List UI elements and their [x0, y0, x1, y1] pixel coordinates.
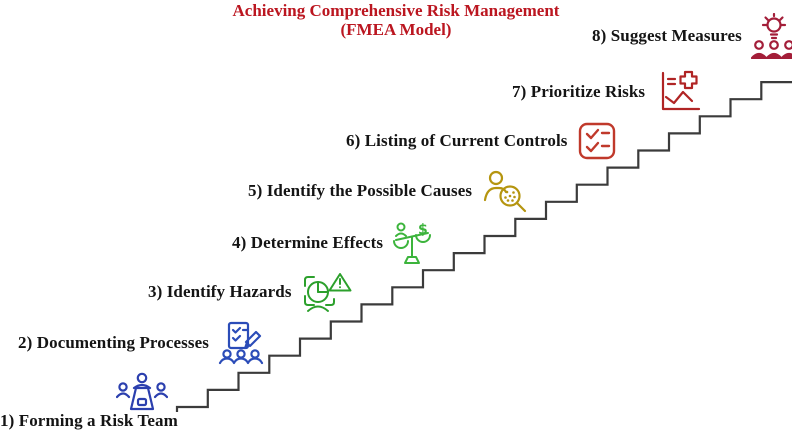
step-7-label: 7) Prioritize Risks — [512, 82, 646, 101]
document-edit-icon — [218, 321, 264, 365]
step-8 — [592, 13, 792, 59]
idea-team-icon — [751, 13, 792, 59]
step-6-label: 6) Listing of Current Controls — [346, 131, 568, 150]
step-1-label: 1) Forming a Risk Team — [0, 411, 178, 430]
step-4 — [232, 220, 432, 266]
step-3-label: 3) Identify Hazards — [148, 282, 292, 301]
svg-text:$: $ — [418, 222, 428, 238]
impact-scale-icon — [392, 220, 432, 266]
step-3 — [148, 271, 353, 313]
cause-search-icon — [481, 169, 529, 213]
step-5 — [248, 169, 529, 213]
step-4-label: 4) Determine Effects — [232, 233, 384, 252]
risk-chart-icon — [654, 67, 702, 117]
title-line-2: (FMEA Model) — [340, 20, 452, 39]
hazard-scan-icon — [301, 271, 353, 313]
team-meeting-icon — [116, 372, 168, 412]
step-2-label: 2) Documenting Processes — [18, 333, 209, 352]
checklist-icon — [577, 121, 617, 161]
step-8-label: 8) Suggest Measures — [592, 26, 742, 45]
title-line-1: Achieving Comprehensive Risk Management — [232, 1, 560, 20]
step-1 — [116, 372, 168, 412]
step-5-label: 5) Identify the Possible Causes — [248, 181, 473, 200]
step-2 — [18, 321, 264, 365]
step-7 — [512, 67, 702, 117]
step-6 — [346, 121, 617, 161]
